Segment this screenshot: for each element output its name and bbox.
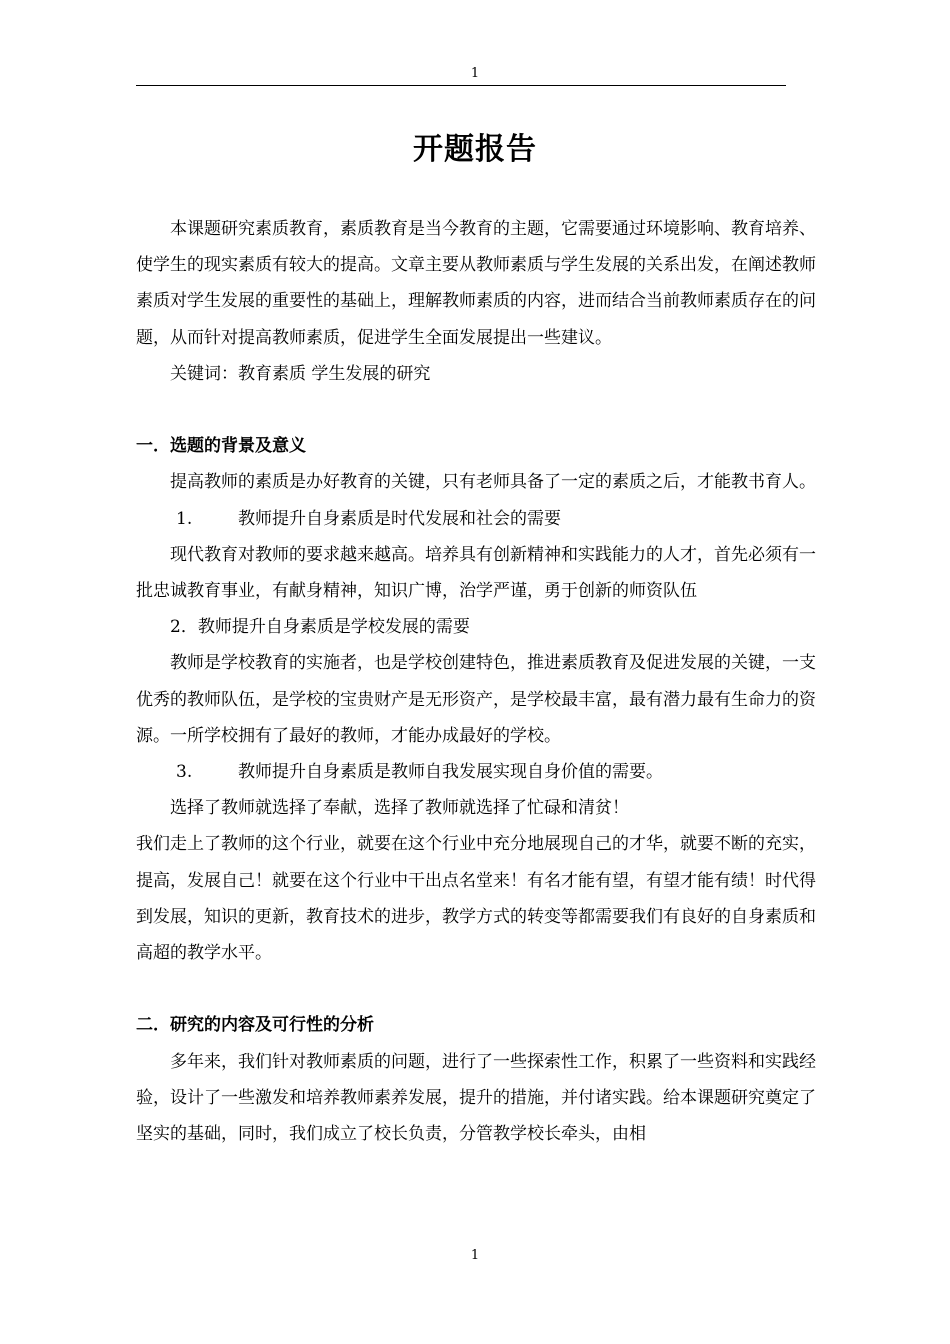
footer-page-number: 1: [470, 1248, 480, 1263]
header-page-number: 1: [470, 66, 480, 81]
header-rule: [136, 85, 786, 86]
item3-title: 教师提升自身素质是教师自我发展实现自身价值的需要。: [238, 762, 663, 783]
item3-number: 3.: [176, 762, 193, 783]
item1-title: 教师提升自身素质是时代发展和社会的需要: [238, 508, 561, 529]
document-body: [136, 211, 816, 1152]
section1-item2-title: 2．教师提升自身素质是学校发展的需要: [170, 617, 470, 638]
section1-item3-text1: 选择了教师就选择了奉献，选择了教师就选择了忙碌和清贫！: [170, 798, 629, 819]
section1-heading: 一．选题的背景及意义: [136, 436, 306, 457]
section2-heading: 二．研究的内容及可行性的分析: [136, 1015, 374, 1036]
section1-item1-text: 现代教育对教师的要求越来越高。培养具有创新精神和实践能力的人才，首先必须有一批忠诚教育事业，有献身精神，知识广博，治学严谨，勇于创新的师资队伍: [136, 544, 816, 602]
item1-number: 1.: [176, 508, 193, 529]
blank-line: [136, 392, 816, 428]
section1-item2-text: 教师是学校教育的实施者，也是学校创建特色，推进素质教育及促进发展的关键，一支优秀的教师队伍，是学校的宝贵财产是无形资产，是学校最丰富，最有潜力最有生命力的资源。一所学校拥有了最好的教师，才能办成最好的学校。: [136, 653, 816, 746]
section1-item3-text2: 我们走上了教师的这个行业，就要在这个行业中充分地展现自己的才华，就要不断的充实，提高，发展自己！就要在这个行业中干出点名堂来！有名才能有望，有望才能有绩！时代得到发展，知识的更新，教育技术的进步，教学方式的转变等都需要我们有良好的自身素质和高超的教学水平。: [136, 834, 816, 964]
document-title: 开题报告: [413, 132, 537, 167]
section1-item1-title-line: [136, 501, 816, 537]
section1-item3-title-line: [136, 754, 816, 790]
keywords-line: 关键词：教育素质 学生发展的研究: [170, 363, 431, 384]
abstract-paragraph: 本课题研究素质教育，素质教育是当今教育的主题，它需要通过环境影响、教育培养、使学生的现实素质有较大的提高。文章主要从教师素质与学生发展的关系出发，在阐述教师素质对学生发展的重要性的基础上，理解教师素质的内容，进而结合当前教师素质存在的问题，从而针对提高教师素质，促进学生全面发展提出一些建议。: [136, 219, 816, 348]
section2-text: 多年来，我们针对教师素质的问题，进行了一些探索性工作，积累了一些资料和实践经验，设计了一些激发和培养教师素养发展，提升的措施，并付诸实践。给本课题研究奠定了坚实的基础，同时，我们成立了校长负责，分管教学校长牵头，由相: [136, 1051, 816, 1145]
section1-intro: 提高教师的素质是办好教育的关键，只有老师具备了一定的素质之后，才能教书育人。: [170, 472, 816, 493]
blank-line: [136, 971, 816, 1007]
